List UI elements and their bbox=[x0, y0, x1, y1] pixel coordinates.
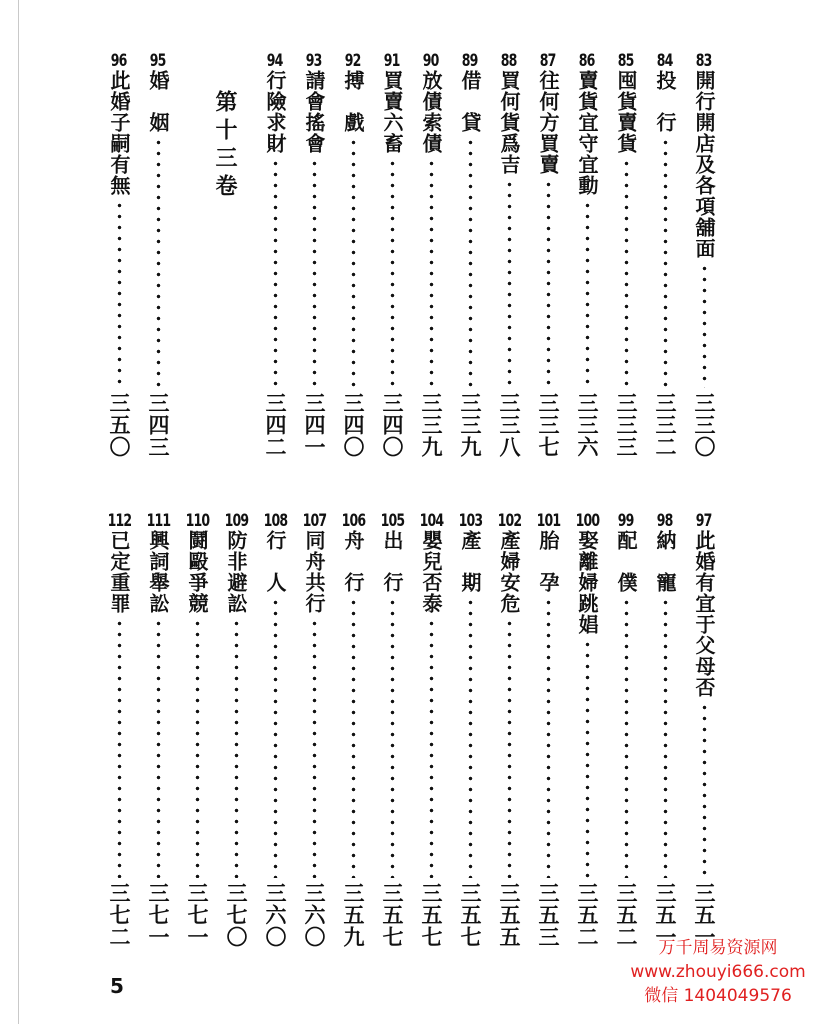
dot-leader bbox=[312, 618, 317, 878]
toc-entry bbox=[650, 512, 680, 948]
entry-number: 98 bbox=[657, 511, 673, 531]
entry-page-number: 三六〇 bbox=[263, 882, 288, 948]
entry-number: 94 bbox=[267, 51, 283, 71]
entry-number: 99 bbox=[618, 511, 634, 531]
entry-title: 此婚子嗣有無 bbox=[107, 70, 131, 196]
entry-title: 請會搖會 bbox=[302, 70, 326, 154]
entry-page-number: 三四〇 bbox=[341, 392, 366, 458]
entry-number: 85 bbox=[618, 51, 634, 71]
entry-title: 已定重罪 bbox=[107, 530, 131, 614]
toc-entry bbox=[299, 512, 329, 948]
watermark-line-site-name: 万千周易资源网 bbox=[658, 938, 778, 958]
entry-number: 92 bbox=[345, 51, 361, 71]
entry-number: 101 bbox=[536, 511, 560, 531]
entry-page-number: 三五一 bbox=[653, 882, 678, 948]
entry-title: 舟 行 bbox=[341, 530, 365, 593]
entry-number: 84 bbox=[657, 51, 673, 71]
toc-entry bbox=[494, 512, 524, 948]
entry-title: 納 寵 bbox=[653, 530, 677, 593]
dot-leader bbox=[507, 618, 512, 878]
entry-title: 囤貨賣貨 bbox=[614, 70, 638, 154]
entry-page-number: 三五二 bbox=[575, 882, 600, 948]
entry-title: 產 期 bbox=[458, 530, 482, 593]
entry-page-number: 三四二 bbox=[263, 392, 288, 458]
entry-page-number: 三七〇 bbox=[224, 882, 249, 948]
entry-number: 95 bbox=[150, 51, 166, 71]
entry-page-number: 三五一 bbox=[692, 882, 717, 948]
entry-page-number: 三三九 bbox=[458, 392, 483, 458]
entry-number: 93 bbox=[306, 51, 322, 71]
entry-title: 放債索債 bbox=[419, 70, 443, 154]
entry-page-number: 三五七 bbox=[380, 882, 405, 948]
entry-number: 104 bbox=[419, 511, 443, 531]
entry-title: 胎 孕 bbox=[536, 530, 560, 593]
entry-title: 開行開店及各項舖面 bbox=[692, 70, 716, 259]
entry-title: 買何貨爲吉 bbox=[497, 70, 521, 175]
entry-number: 111 bbox=[146, 511, 170, 531]
toc-entry bbox=[104, 512, 134, 948]
entry-title: 防非避訟 bbox=[224, 530, 248, 614]
entry-title: 配 僕 bbox=[614, 530, 638, 593]
dot-leader bbox=[273, 597, 278, 878]
entry-title: 行險求財 bbox=[263, 70, 287, 154]
entry-number: 97 bbox=[696, 511, 712, 531]
watermark-line-url: www.zhouyi666.com bbox=[630, 962, 806, 982]
volume-heading: 第十三卷 bbox=[212, 90, 238, 202]
entry-title: 往何方買賣 bbox=[536, 70, 560, 175]
entry-title: 出 行 bbox=[380, 530, 404, 593]
entry-page-number: 三四〇 bbox=[380, 392, 405, 458]
entry-title: 嬰兒否泰 bbox=[419, 530, 443, 614]
entry-page-number: 三三三 bbox=[614, 392, 639, 458]
entry-page-number: 三五五 bbox=[497, 882, 522, 948]
toc-entry bbox=[533, 512, 563, 948]
entry-number: 105 bbox=[380, 511, 404, 531]
dot-leader bbox=[624, 597, 629, 878]
toc-entry bbox=[611, 512, 641, 948]
entry-number: 88 bbox=[501, 51, 517, 71]
entry-number: 108 bbox=[263, 511, 287, 531]
dot-leader bbox=[156, 618, 161, 878]
entry-page-number: 三五二 bbox=[614, 882, 639, 948]
entry-number: 107 bbox=[302, 511, 326, 531]
entry-page-number: 三五〇 bbox=[107, 392, 132, 458]
entry-title: 買賣六畜 bbox=[380, 70, 404, 154]
entry-title: 此婚有宜于父母否 bbox=[692, 530, 716, 698]
entry-number: 110 bbox=[185, 511, 209, 531]
dot-leader bbox=[702, 702, 707, 878]
watermark bbox=[608, 936, 828, 1008]
entry-page-number: 三七一 bbox=[146, 882, 171, 948]
dot-leader bbox=[117, 618, 122, 878]
entry-page-number: 三三六 bbox=[575, 392, 600, 458]
entry-number: 102 bbox=[497, 511, 521, 531]
entry-page-number: 三四一 bbox=[302, 392, 327, 458]
entry-page-number: 三三九 bbox=[419, 392, 444, 458]
toc-entry bbox=[572, 512, 602, 948]
entry-page-number: 三三七 bbox=[536, 392, 561, 458]
entry-page-number: 三五七 bbox=[458, 882, 483, 948]
toc-entry bbox=[338, 512, 368, 948]
entry-page-number: 三四三 bbox=[146, 392, 171, 458]
entry-page-number: 三五七 bbox=[419, 882, 444, 948]
entry-number: 112 bbox=[107, 511, 131, 531]
toc-entry bbox=[377, 512, 407, 948]
entry-number: 103 bbox=[458, 511, 482, 531]
page-number: 5 bbox=[110, 974, 124, 998]
dot-leader bbox=[468, 597, 473, 878]
entry-title: 投 行 bbox=[653, 70, 677, 133]
entry-page-number: 三七二 bbox=[107, 882, 132, 948]
entry-number: 87 bbox=[540, 51, 556, 71]
toc-entry bbox=[416, 512, 446, 948]
entry-number: 86 bbox=[579, 51, 595, 71]
dot-leader bbox=[390, 597, 395, 878]
entry-page-number: 三五九 bbox=[341, 882, 366, 948]
entry-title: 興詞舉訟 bbox=[146, 530, 170, 614]
entry-page-number: 三三二 bbox=[653, 392, 678, 458]
entry-title: 搏 戲 bbox=[341, 70, 365, 133]
dot-leader bbox=[663, 597, 668, 878]
entry-title: 賣貨宜守宜動 bbox=[575, 70, 599, 196]
toc-entry bbox=[143, 512, 173, 948]
entry-title: 娶離婦跳娼 bbox=[575, 530, 599, 635]
dot-leader bbox=[351, 597, 356, 878]
entry-number: 100 bbox=[575, 511, 599, 531]
dot-leader bbox=[546, 597, 551, 878]
entry-number: 106 bbox=[341, 511, 365, 531]
entry-number: 89 bbox=[462, 51, 478, 71]
entry-page-number: 三五三 bbox=[536, 882, 561, 948]
dot-leader bbox=[585, 639, 590, 878]
entry-title: 借 貸 bbox=[458, 70, 482, 133]
entry-number: 91 bbox=[384, 51, 400, 71]
entry-title: 同舟共行 bbox=[302, 530, 326, 614]
entry-number: 109 bbox=[224, 511, 248, 531]
entry-title: 婚 姻 bbox=[146, 70, 170, 133]
toc-entry bbox=[182, 512, 212, 948]
dot-leader bbox=[195, 618, 200, 878]
dot-leader bbox=[429, 618, 434, 878]
toc-entry bbox=[689, 512, 719, 948]
entry-page-number: 三七一 bbox=[185, 882, 210, 948]
entry-page-number: 三三八 bbox=[497, 392, 522, 458]
dot-leader bbox=[234, 618, 239, 878]
entry-page-number: 三三〇 bbox=[692, 392, 717, 458]
entry-title: 行 人 bbox=[263, 530, 287, 593]
entry-number: 83 bbox=[696, 51, 712, 71]
entry-number: 96 bbox=[111, 51, 127, 71]
toc-entry bbox=[455, 512, 485, 948]
toc-entry bbox=[260, 512, 290, 948]
entry-title: 產婦安危 bbox=[497, 530, 521, 614]
entry-number: 90 bbox=[423, 51, 439, 71]
watermark-line-contact: 微信 1404049576 bbox=[644, 986, 792, 1006]
toc-entry bbox=[221, 512, 251, 948]
entry-page-number: 三六〇 bbox=[302, 882, 327, 948]
entry-title: 鬪毆爭競 bbox=[185, 530, 209, 614]
